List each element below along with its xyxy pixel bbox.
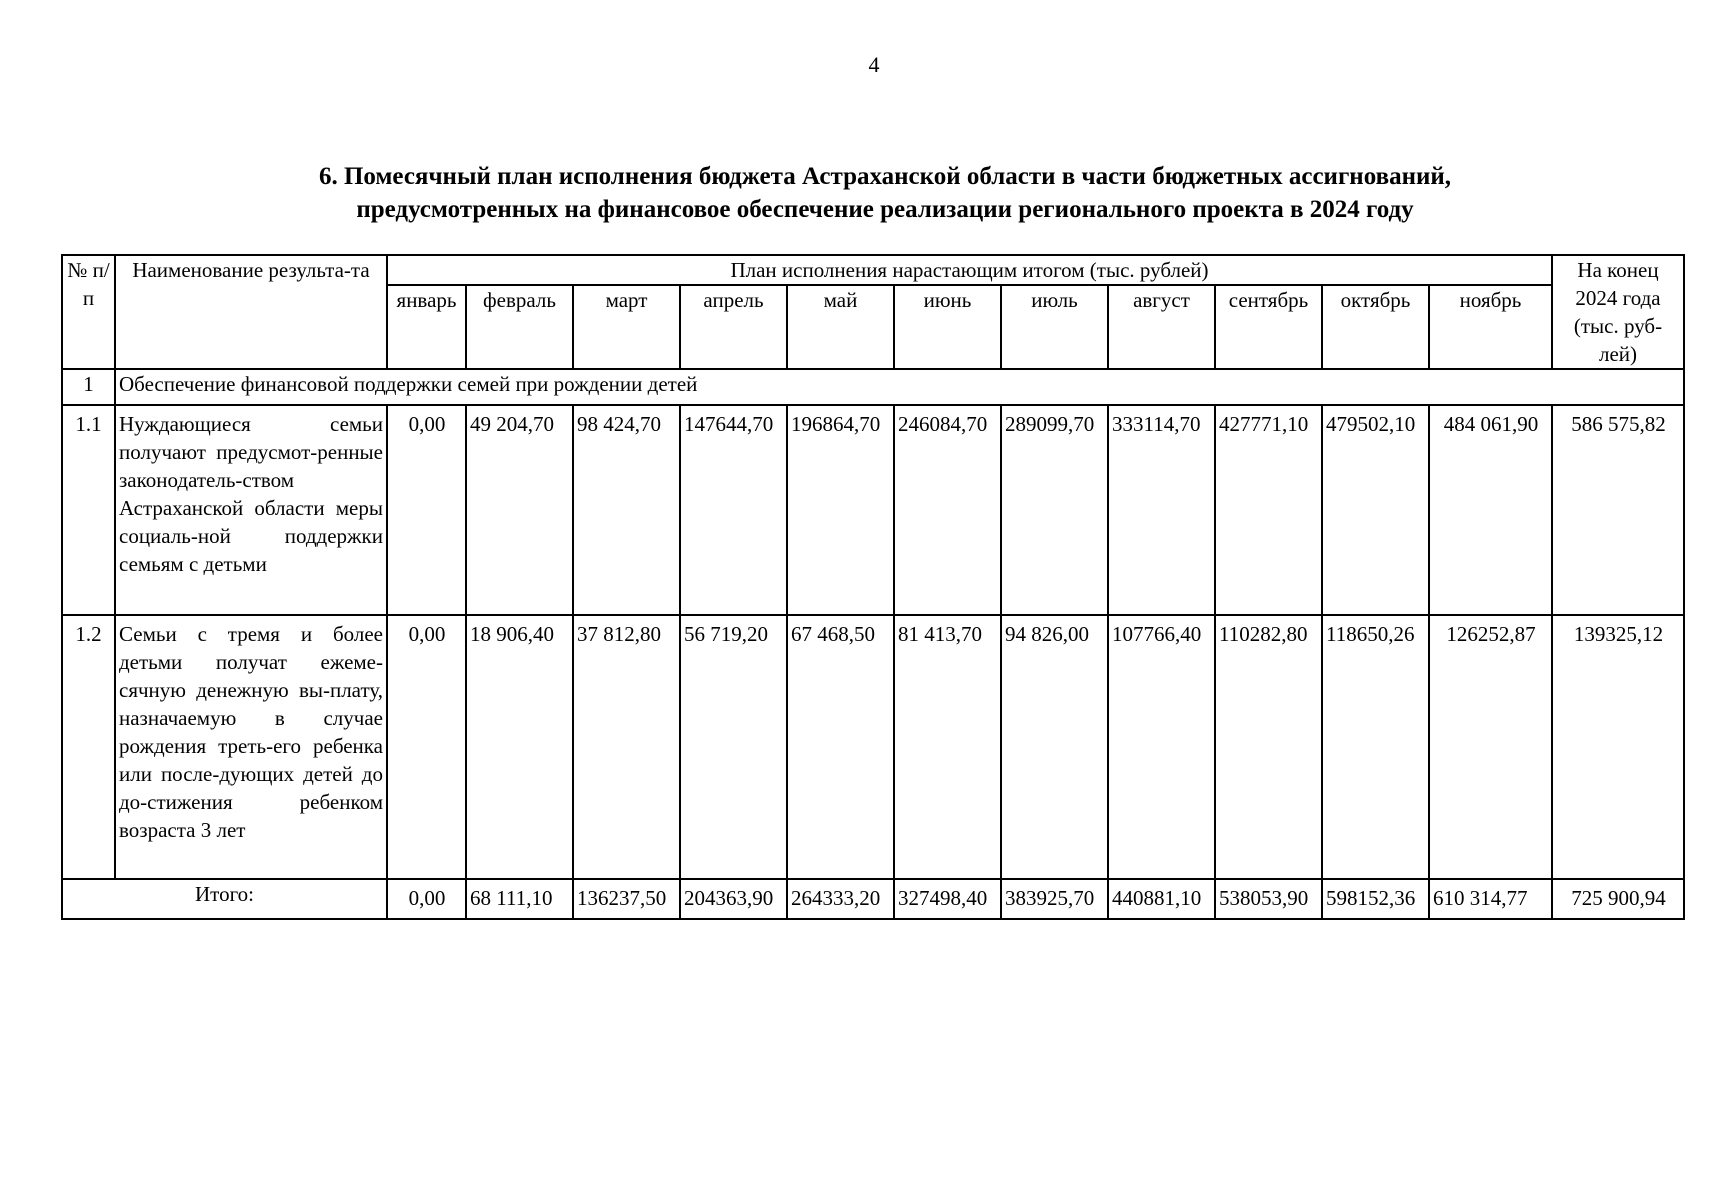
row-name: Нуждающиеся семьи получают предусмот-ренные законодатель-ством Астраханской области меры социаль-ной поддержки семьям с детьми bbox=[115, 405, 387, 615]
header-month: октябрь bbox=[1322, 285, 1429, 369]
header-plan-group: План исполнения нарастающим итогом (тыс. рублей) bbox=[387, 255, 1552, 285]
header-month: август bbox=[1108, 285, 1215, 369]
budget-plan-table bbox=[61, 254, 1685, 920]
title-line-1: 6. Помесячный план исполнения бюджета Астраханской области в части бюджетных ассигнований, bbox=[318, 163, 1452, 190]
row-value: 289099,70 bbox=[1001, 405, 1108, 615]
header-month: февраль bbox=[466, 285, 573, 369]
table-row bbox=[62, 405, 1684, 615]
row-value: 98 424,70 bbox=[573, 405, 680, 615]
total-value: 383925,70 bbox=[1001, 879, 1108, 919]
section-label: Обеспечение финансовой поддержки семей при рождении детей bbox=[115, 369, 1684, 405]
row-number: 1.2 bbox=[62, 615, 115, 879]
header-month: май bbox=[787, 285, 894, 369]
row-value: 67 468,50 bbox=[787, 615, 894, 879]
row-year-end-value: 586 575,82 bbox=[1552, 405, 1684, 615]
total-value: 538053,90 bbox=[1215, 879, 1322, 919]
page-number: 4 bbox=[868, 52, 880, 77]
row-year-end-value: 139325,12 bbox=[1552, 615, 1684, 879]
row-value: 118650,26 bbox=[1322, 615, 1429, 879]
row-value: 147644,70 bbox=[680, 405, 787, 615]
total-value: 0,00 bbox=[387, 879, 466, 919]
row-value: 196864,70 bbox=[787, 405, 894, 615]
total-row bbox=[62, 879, 1684, 919]
row-value: 246084,70 bbox=[894, 405, 1001, 615]
total-value: 264333,20 bbox=[787, 879, 894, 919]
row-name: Семьи с тремя и более детьми получат ежеме-сячную денежную вы-плату, назначаемую в случае рождения треть-его ребенка или после-дующих детей до до-стижения ребенком возраста 3 лет bbox=[115, 615, 387, 879]
table-row bbox=[62, 615, 1684, 879]
total-value: 610 314,77 bbox=[1429, 879, 1552, 919]
section-row bbox=[62, 369, 1684, 405]
total-value: 68 111,10 bbox=[466, 879, 573, 919]
row-number: 1.1 bbox=[62, 405, 115, 615]
row-value: 333114,70 bbox=[1108, 405, 1215, 615]
total-value: 440881,10 bbox=[1108, 879, 1215, 919]
row-value: 37 812,80 bbox=[573, 615, 680, 879]
row-value: 484 061,90 bbox=[1429, 405, 1552, 615]
row-value: 56 719,20 bbox=[680, 615, 787, 879]
row-value: 107766,40 bbox=[1108, 615, 1215, 879]
row-value: 49 204,70 bbox=[466, 405, 573, 615]
row-value: 94 826,00 bbox=[1001, 615, 1108, 879]
section-number: 1 bbox=[62, 369, 115, 405]
row-value: 18 906,40 bbox=[466, 615, 573, 879]
header-row-group bbox=[62, 255, 1684, 285]
total-value: 327498,40 bbox=[894, 879, 1001, 919]
header-month: ноябрь bbox=[1429, 285, 1552, 369]
header-name: Наименование результа-та bbox=[115, 255, 387, 369]
row-value: 126252,87 bbox=[1429, 615, 1552, 879]
header-month: июль bbox=[1001, 285, 1108, 369]
total-value: 136237,50 bbox=[573, 879, 680, 919]
header-year-end: На конец 2024 года (тыс. руб-лей) bbox=[1552, 255, 1684, 369]
row-value: 0,00 bbox=[387, 615, 466, 879]
header-month: июнь bbox=[894, 285, 1001, 369]
row-value: 427771,10 bbox=[1215, 405, 1322, 615]
total-label: Итого: bbox=[62, 879, 387, 919]
row-value: 81 413,70 bbox=[894, 615, 1001, 879]
total-value: 204363,90 bbox=[680, 879, 787, 919]
title-line-2: предусмотренных на финансовое обеспечение реализации регионального проекта в 2024 году bbox=[356, 196, 1414, 223]
header-month: март bbox=[573, 285, 680, 369]
row-value: 0,00 bbox=[387, 405, 466, 615]
header-num: № п/п bbox=[62, 255, 115, 369]
header-month: сентябрь bbox=[1215, 285, 1322, 369]
document-title bbox=[60, 160, 1710, 226]
total-value: 598152,36 bbox=[1322, 879, 1429, 919]
header-month: апрель bbox=[680, 285, 787, 369]
row-value: 479502,10 bbox=[1322, 405, 1429, 615]
total-year-end-value: 725 900,94 bbox=[1552, 879, 1684, 919]
header-month: январь bbox=[387, 285, 466, 369]
row-value: 110282,80 bbox=[1215, 615, 1322, 879]
